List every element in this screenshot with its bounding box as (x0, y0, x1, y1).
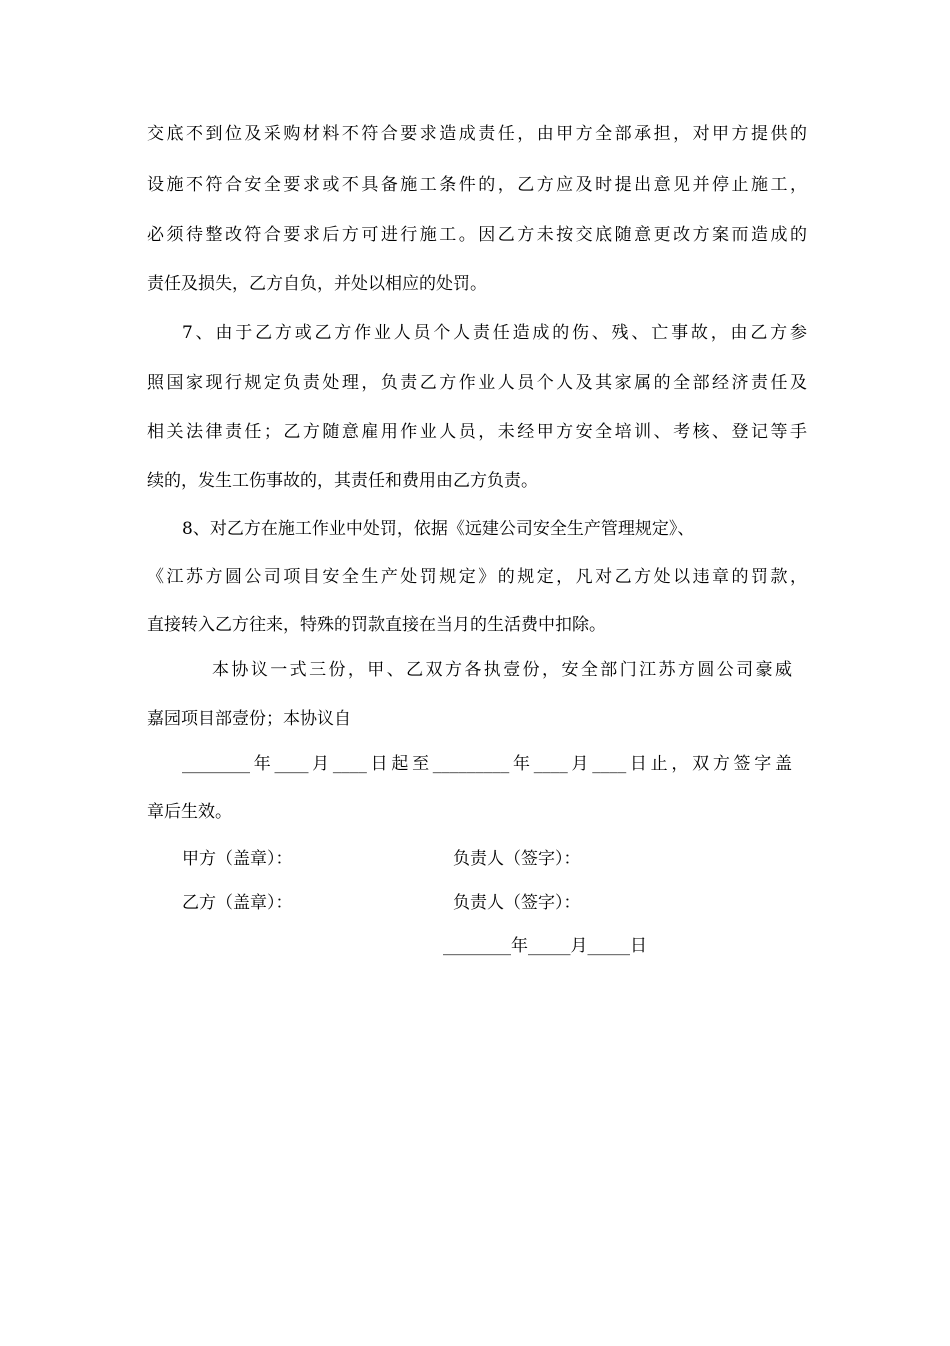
paragraph-cont-line-1: 交底不到位及采购材料不符合要求造成责任，由甲方全部承担，对甲方提供的 (147, 124, 807, 144)
agreement-line-4: 章后生效。 (147, 802, 232, 822)
item-8-line-3: 直接转入乙方往来，特殊的罚款直接在当月的生活费中扣除。 (147, 615, 606, 635)
item-7-line-1: 7、由于乙方或乙方作业人员个人责任造成的伤、残、亡事故，由乙方参 (182, 323, 807, 343)
paragraph-cont-line-2: 设施不符合安全要求或不具备施工条件的，乙方应及时提出意见并停止施工， (147, 175, 807, 195)
item-7-line-2: 照国家现行规定负责处理，负责乙方作业人员个人及其家属的全部经济责任及 (147, 373, 807, 393)
item-7-line-3: 相关法律责任；乙方随意雇用作业人员，未经甲方安全培训、考核、登记等手 (147, 422, 807, 442)
agreement-line-2: 嘉园项目部壹份；本协议自 (147, 709, 351, 729)
item-8-line-1: 8、对乙方在施工作业中处罚，依据《远建公司安全生产管理规定》、 (182, 519, 695, 539)
item-8-line-2: 《江苏方圆公司项目安全生产处罚规定》的规定，凡对乙方处以违章的罚款， (147, 567, 807, 587)
agreement-line-3: ________年____月____日起至_________年____月____日止，双方签字盖 (182, 754, 792, 774)
paragraph-cont-line-4: 责任及损失，乙方自负，并处以相应的处罚。 (147, 274, 487, 294)
party-a-representative-label: 负责人（签字）： (453, 849, 581, 869)
item-7-line-4: 续的，发生工伤事故的，其责任和费用由乙方负责。 (147, 471, 538, 491)
signing-date-line: ________年_____月_____日 (443, 936, 647, 956)
party-b-representative-label: 负责人（签字）： (453, 893, 581, 913)
paragraph-cont-line-3: 必须待整改符合要求后方可进行施工。因乙方未按交底随意更改方案而造成的 (147, 225, 807, 245)
party-a-seal-label: 甲方（盖章）： (182, 849, 293, 869)
agreement-line-1: 本协议一式三份，甲、乙双方各执壹份，安全部门江苏方圆公司豪威 (212, 660, 792, 680)
party-b-seal-label: 乙方（盖章）： (182, 893, 293, 913)
